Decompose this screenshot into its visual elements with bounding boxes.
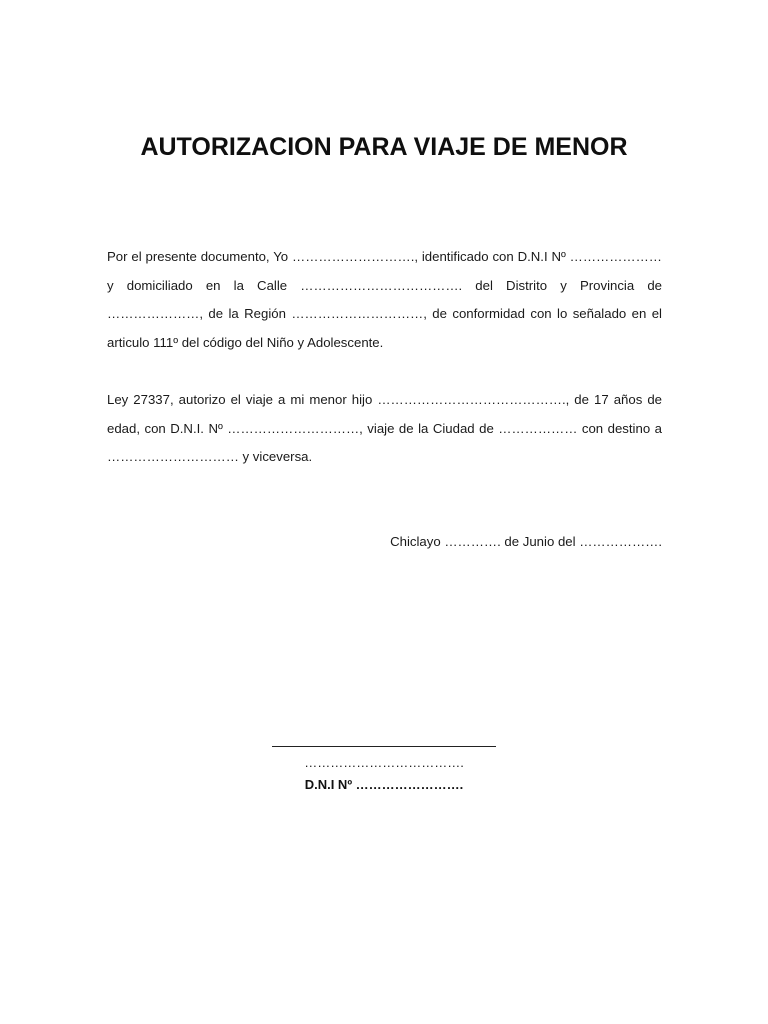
signature-line: [272, 746, 496, 747]
document-title: AUTORIZACION PARA VIAJE DE MENOR: [140, 133, 628, 161]
paragraph-authorization: Ley 27337, autorizo el viaje a mi menor hijo ……………………………………., de 17 años de edad, con D.N.I. Nº …………………………, viaje de la Ciudad de ……………… con destino a ………………………… y viceversa.: [107, 392, 662, 464]
signature-name-placeholder: ……………………………….: [304, 755, 464, 770]
date-line: Chiclayo …………. de Junio del ……………….: [390, 534, 662, 549]
paragraph-declaration: Por el presente documento, Yo ………………………., identificado con D.N.I Nº ………………… y domiciliado en la Calle ………………………………. del Distrito y Provincia de …………………, de la Región …………………………, de conformidad con lo señalado en el articulo 111º del código del Niño y Adolescente.: [107, 249, 662, 350]
signature-dni-label: D.N.I Nº …………………….: [304, 777, 464, 792]
